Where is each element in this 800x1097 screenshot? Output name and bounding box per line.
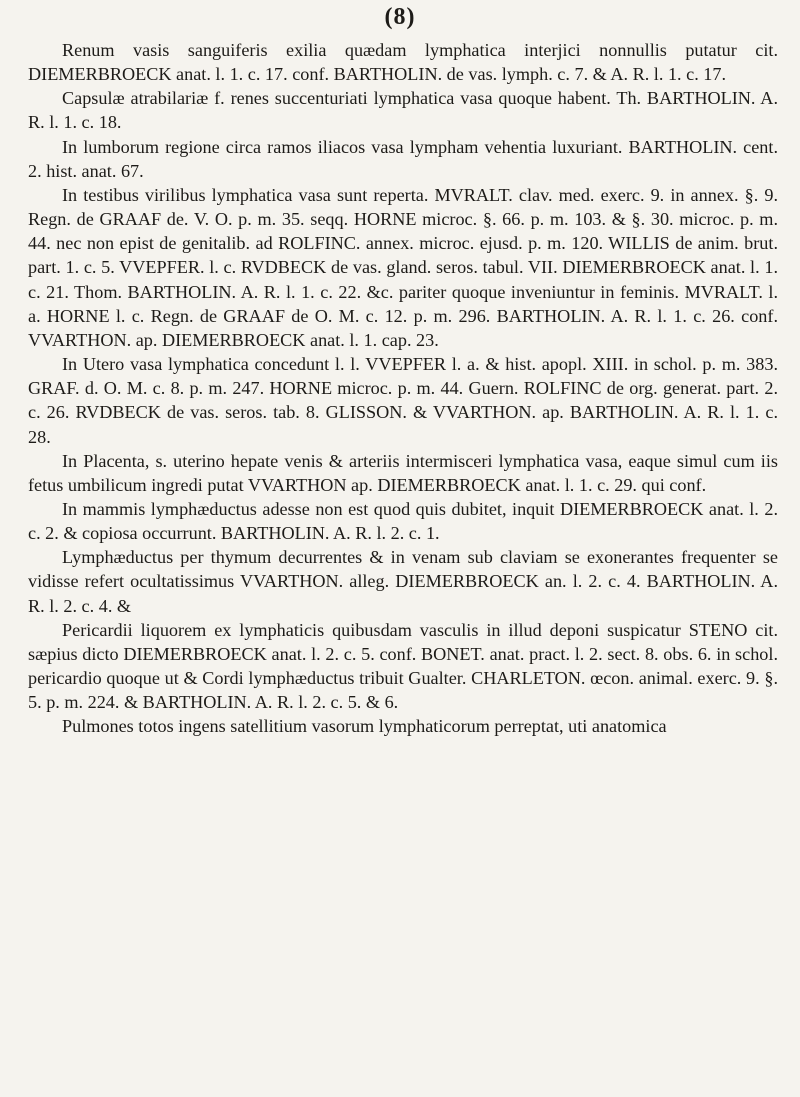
paragraph-pulmones: Pulmones totos ingens satellitium vasorum lymphaticorum perreptat, uti anatomica [62, 716, 667, 737]
body-text [28, 38, 778, 739]
paragraph-pericardii: Pericardii liquorem ex lymphaticis quibusdam vasculis in illud deponi suspicatur STENO cit. sæpius dicto DIEMERBROECK anat. l. 2. c. 5. conf. BONET. anat. pract. l. 2. sect. 8. obs. 6. in schol. pericardio quoque ut & Cordi lymphæductus tribuit Gualter. CHARLETON. œcon. animal. exerc. 9. §. 5. p. m. 224. & BARTHOLIN. A. R. l. 2. c. 5. & 6. [28, 619, 778, 713]
paragraph-thymum: Lymphæductus per thymum decurrentes & in venam sub claviam se exonerantes frequenter se vidisse refert ocultatissimus VVARTHON. alleg. DIEMERBROECK an. l. 2. c. 4. BARTHOLIN. A. R. l. 2. c. 4. & [28, 547, 778, 616]
page-number-header: (8) [384, 4, 416, 30]
paragraph-utero: In Utero vasa lymphatica concedunt l. l. VVEPFER l. a. & hist. apopl. XIII. in schol. p. m. 383. GRAF. d. O. M. c. 8. p. m. 247. HORNE microc. p. m. 44. Guern. ROLFINC de org. generat. part. 2. c. 26. RVDBECK de vas. seros. tab. 8. GLISSON. & VVARTHON. ap. BARTHOLIN. A. R. l. 1. c. 28. [28, 354, 778, 447]
paragraph-renum: Renum vasis sanguiferis exilia quædam lymphatica interjici nonnullis putatur cit. DIEMERBROECK anat. l. 1. c. 17. conf. BARTHOLIN. de vas. lymph. c. 7. & A. R. l. 1. c. 17. [28, 40, 778, 85]
paragraph-testibus: In testibus virilibus lymphatica vasa sunt reperta. MVRALT. clav. med. exerc. 9. in annex. §. 9. Regn. de GRAAF de. V. O. p. m. 35. seqq. HORNE microc. §. 66. p. m. 103. & §. 30. microc. p. m. 44. nec non epist de genitalib. ad ROLFINC. annex. microc. ejusd. p. m. 120. WILLIS de anim. brut. part. 1. c. 5. VVEPFER. l. c. RVDBECK de vas. gland. seros. tabul. VII. DIEMERBROECK anat. l. 1. c. 21. Thom. BARTHOLIN. A. R. l. 1. c. 22. &c. pariter quoque inveniuntur in feminis. MVRALT. l. a. HORNE l. c. Regn. de GRAAF de O. M. c. 12. p. m. 296. BARTHOLIN. A. R. l. 1. c. 26. conf. VVARTHON. ap. DIEMERBROECK anat. l. 1. cap. 23. [28, 184, 778, 350]
paragraph-capsulae: Capsulæ atrabilariæ f. renes succenturiati lymphatica vasa quoque habent. Th. BARTHOLIN. A. R. l. 1. c. 18. [28, 88, 778, 133]
paragraph-mammis: In mammis lymphæductus adesse non est quod quis dubitet, inquit DIEMERBROECK anat. l. 2. c. 2. & copiosa occurrunt. BARTHOLIN. A. R. l. 2. c. 1. [28, 498, 778, 544]
paragraph-lumborum: In lumborum regione circa ramos iliacos vasa lympham vehentia luxuriant. BARTHOLIN. cent. 2. hist. anat. 67. [28, 136, 778, 181]
paragraph-placenta: In Placenta, s. uterino hepate venis & arteriis intermisceri lymphatica vasa, eaque simul cum iis fetus umbilicum ingredi putat VVARTHON ap. DIEMERBROECK anat. l. 1. c. 29. qui conf. [28, 450, 778, 495]
